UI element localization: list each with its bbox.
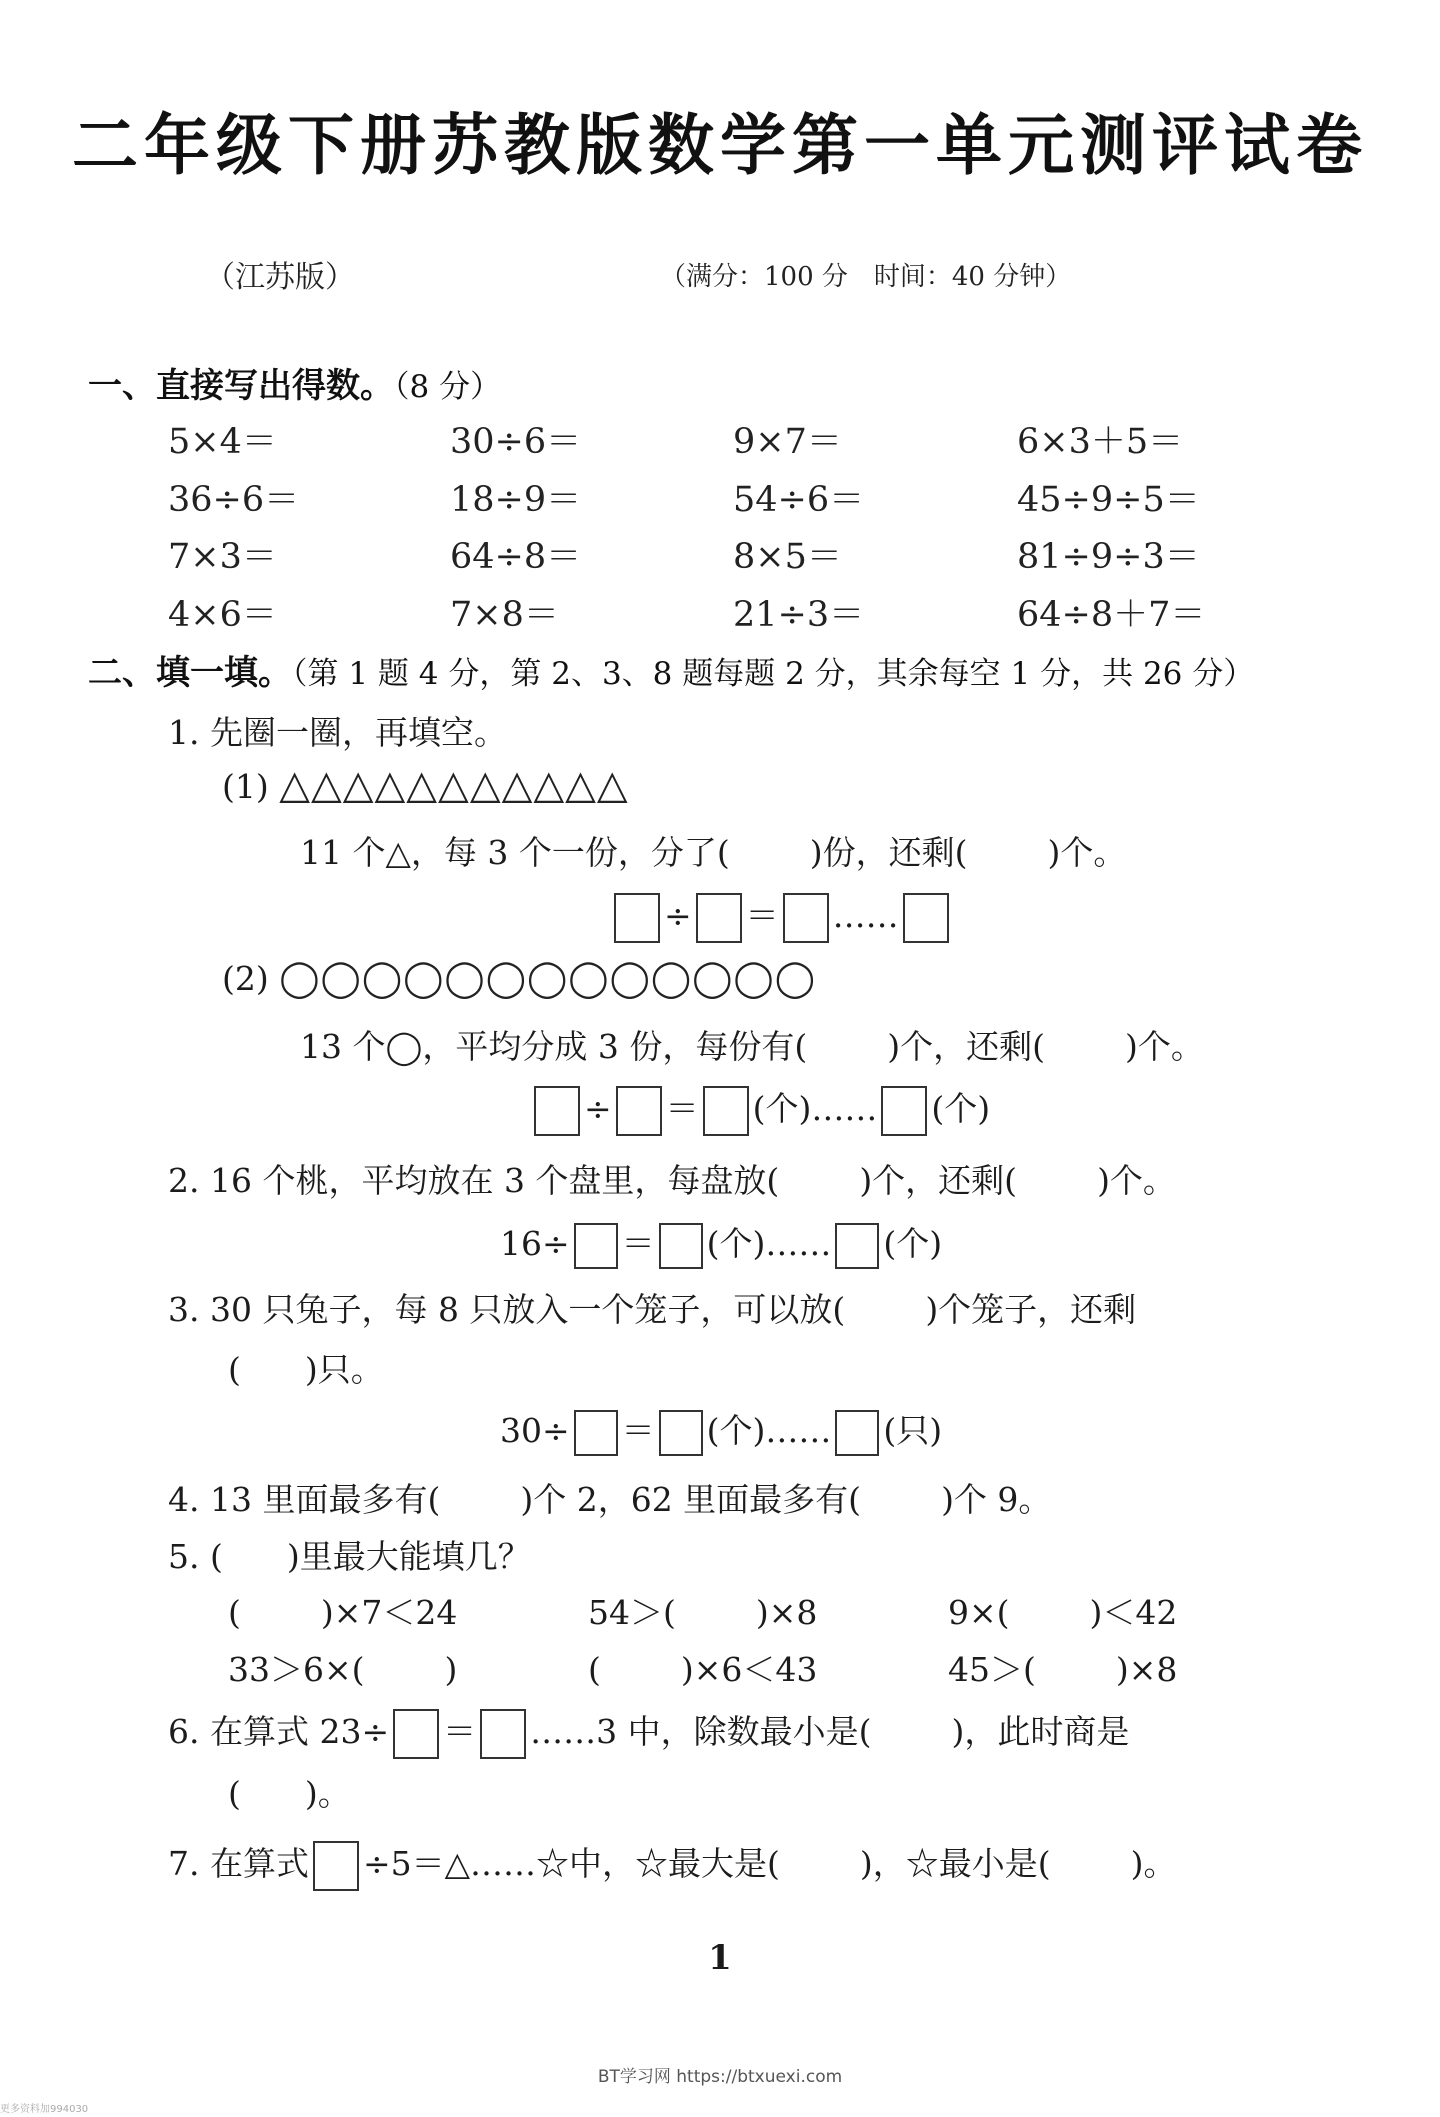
q1-part2-row: [222, 958, 816, 999]
q2-equation: 16÷ ＝ (个)…… (个): [500, 1218, 942, 1269]
page-title: 二年级下册苏教版数学第一单元测评试卷: [72, 107, 1368, 184]
arith-item: 7×3＝: [168, 537, 277, 577]
arith-item: 64÷8＝: [450, 537, 582, 577]
q5-item: ( )×7＜24: [228, 1593, 458, 1632]
section2-heading: [88, 645, 1254, 694]
corner-note: 更多资料加994030: [0, 2104, 89, 2115]
section2-points: （第 1 题 4 分，第 2、3、8 题每题 2 分，其余每空 1 分，共 26 分）: [292, 656, 1255, 692]
page-number: 1: [708, 1938, 732, 1978]
arith-item: 81÷9÷3＝: [1017, 537, 1200, 577]
q1-part1-text: 11 个△，每 3 个一份，分了( )份，还剩( )个。: [300, 833, 1127, 872]
answer-box[interactable]: [783, 893, 829, 943]
answer-box[interactable]: [393, 1709, 439, 1759]
section1-title: 一、直接写出得数。: [88, 366, 394, 406]
arith-item: 5×4＝: [168, 422, 277, 462]
section2-title: 二、填一填。: [88, 653, 292, 693]
answer-box[interactable]: [703, 1086, 749, 1136]
arith-item: 30÷6＝: [450, 422, 582, 462]
q5-item: ( )×6＜43: [588, 1650, 818, 1689]
q3-equation: 30÷ ＝ (个)…… (只): [500, 1405, 942, 1456]
q5-item: 45＞( )×8: [948, 1650, 1178, 1689]
q7-text: 7. 在算式 ÷5＝△……☆中，☆最大是( )，☆最小是( )。: [168, 1838, 1177, 1891]
arith-item: 8×5＝: [733, 537, 842, 577]
q3-text-cont: ( )只。: [228, 1350, 384, 1389]
arith-item: 36÷6＝: [168, 480, 300, 520]
q5-item: 33＞6×( ): [228, 1650, 458, 1689]
q5-text: 5. ( )里最大能填几？: [168, 1537, 531, 1576]
arith-item: 7×8＝: [450, 595, 559, 635]
q4-text: 4. 13 里面最多有( )个 2，62 里面最多有( )个 9。: [168, 1480, 1052, 1519]
q1-instruction: 1. 先圈一圈，再填空。: [168, 713, 507, 752]
section1-points: （8 分）: [394, 369, 502, 405]
answer-box[interactable]: [534, 1086, 580, 1136]
q5-item: 54＞( )×8: [588, 1593, 818, 1632]
triangle-icons: △△△△△△△△△△△: [279, 762, 629, 808]
q5-item: 9×( )＜42: [948, 1593, 1178, 1632]
answer-box[interactable]: [835, 1410, 879, 1456]
q1-part1-label: (1): [222, 767, 269, 806]
arith-item: 54÷6＝: [733, 480, 865, 520]
arith-item: 6×3＋5＝: [1017, 422, 1184, 462]
answer-box[interactable]: [614, 893, 660, 943]
answer-box[interactable]: [480, 1709, 526, 1759]
section1-heading: [88, 358, 501, 407]
q1-part1-row: [222, 762, 629, 808]
score-time-info: （满分：100 分 时间：40 分钟）: [660, 262, 1072, 292]
circle-icons: ◯◯◯◯◯◯◯◯◯◯◯◯◯: [279, 958, 817, 999]
q6-text-cont: ( )。: [228, 1774, 351, 1813]
answer-box[interactable]: [659, 1223, 703, 1269]
arith-item: 64÷8＋7＝: [1017, 595, 1206, 635]
arith-item: 4×6＝: [168, 595, 277, 635]
answer-box[interactable]: [835, 1223, 879, 1269]
q2-text: 2. 16 个桃，平均放在 3 个盘里，每盘放( )个，还剩( )个。: [168, 1161, 1176, 1200]
q6-text: 6. 在算式 23÷ ＝ ……3 中，除数最小是( )，此时商是: [168, 1706, 1129, 1759]
answer-box[interactable]: [696, 893, 742, 943]
q3-text: 3. 30 只兔子，每 8 只放入一个笼子，可以放( )个笼子，还剩: [168, 1290, 1137, 1329]
answer-box[interactable]: [881, 1086, 927, 1136]
arith-item: 21÷3＝: [733, 595, 865, 635]
arith-item: 45÷9÷5＝: [1017, 480, 1200, 520]
answer-box[interactable]: [574, 1223, 618, 1269]
answer-box[interactable]: [574, 1410, 618, 1456]
edition-label: （江苏版）: [205, 260, 355, 295]
arith-item: 9×7＝: [733, 422, 842, 462]
answer-box[interactable]: [659, 1410, 703, 1456]
site-watermark[interactable]: BT学习网 https://btxuexi.com: [597, 2067, 843, 2087]
q1-part2-text: 13 个◯，平均分成 3 份，每份有( )个，还剩( )个。: [300, 1027, 1204, 1066]
answer-box[interactable]: [903, 893, 949, 943]
q1-part2-equation: ÷ ＝ (个)…… (个): [530, 1083, 990, 1136]
arith-item: 18÷9＝: [450, 480, 582, 520]
answer-box[interactable]: [616, 1086, 662, 1136]
q1-part2-label: (2): [222, 959, 269, 998]
answer-box[interactable]: [313, 1841, 359, 1891]
q1-part1-equation: ÷ ＝ ……: [610, 890, 953, 943]
